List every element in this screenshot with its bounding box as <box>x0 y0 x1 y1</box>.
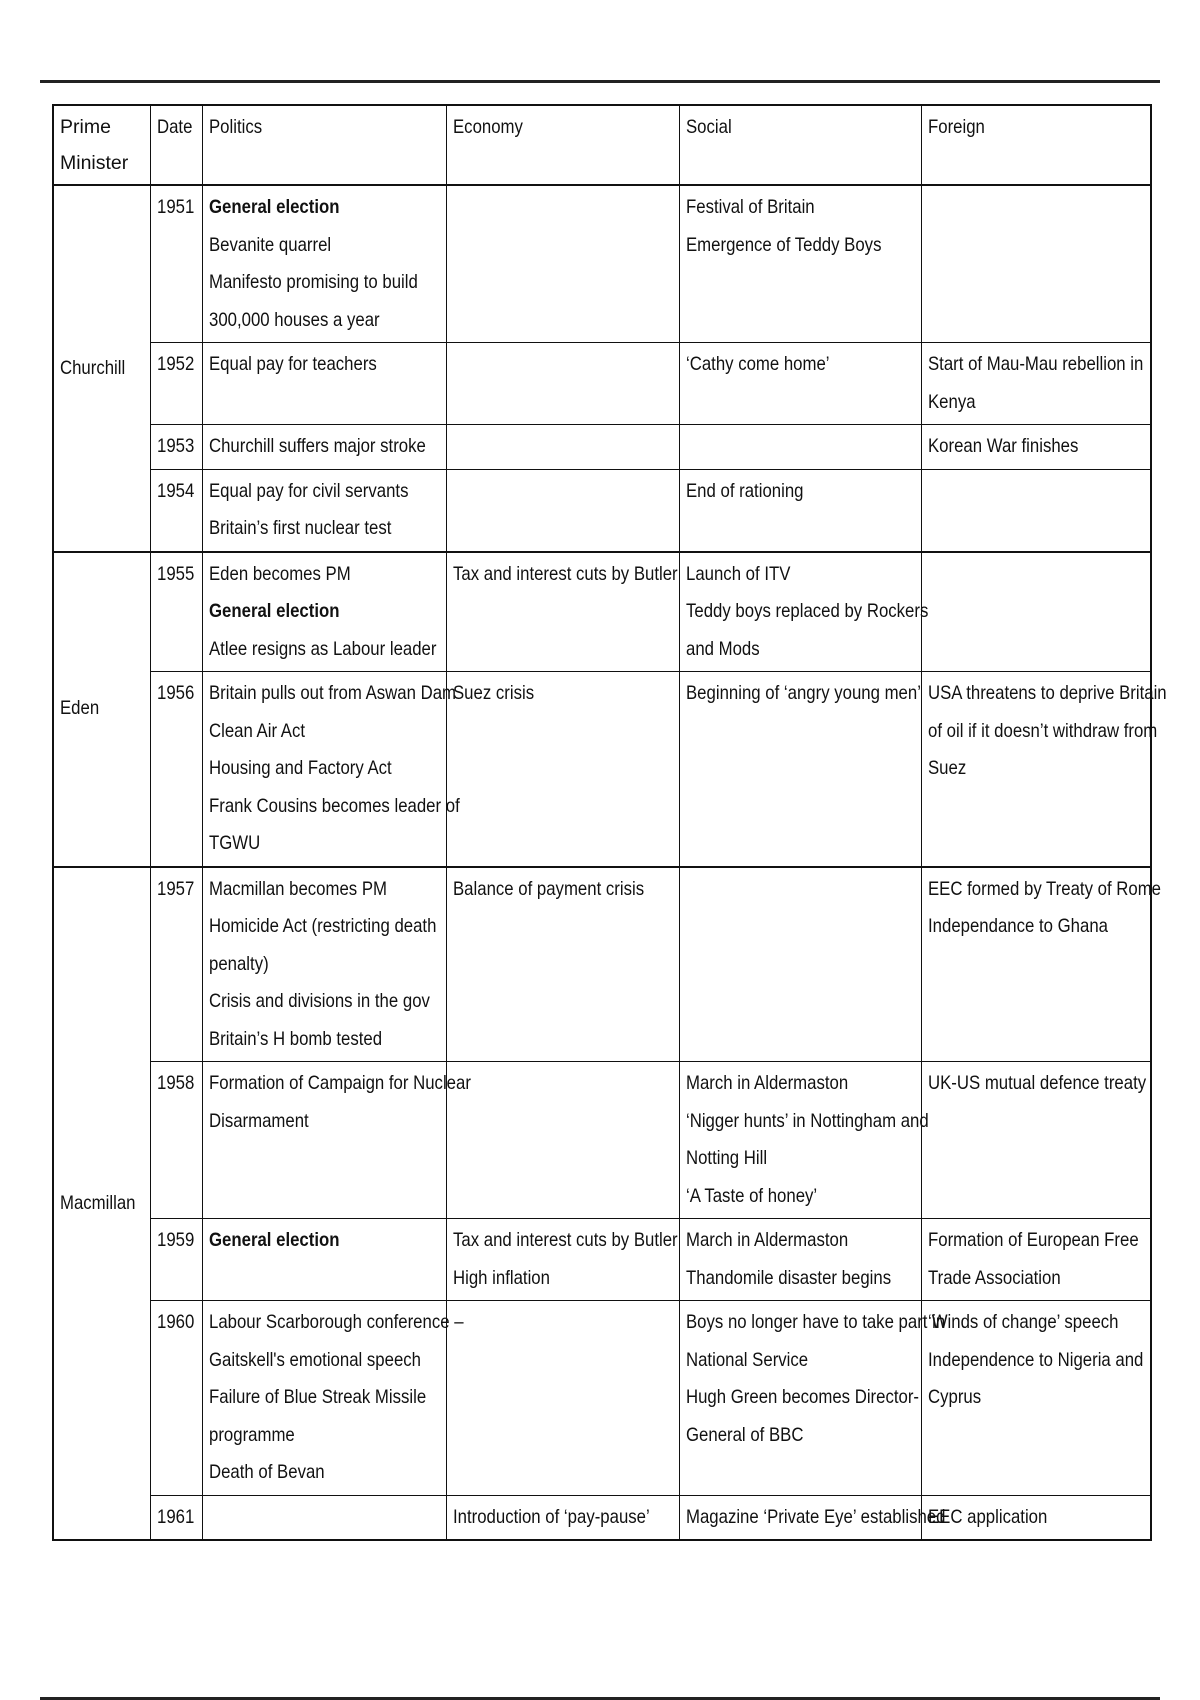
social-entry: Emergence of Teddy Boys <box>685 233 881 256</box>
economy-cell <box>446 185 679 343</box>
header-foreign: Foreign <box>921 105 1151 185</box>
date-cell <box>150 867 202 1062</box>
prime-minister-cell <box>53 185 150 552</box>
foreign-entry: Cyprus <box>927 1386 981 1408</box>
year-label: 1951 <box>156 196 194 218</box>
politics-cell <box>202 185 446 343</box>
table-row <box>53 343 1151 425</box>
foreign-entry: EEC application <box>927 1505 1047 1528</box>
date-cell <box>150 672 202 867</box>
table-row <box>53 425 1151 470</box>
politics-cell <box>202 425 446 470</box>
politics-entry: TGWU <box>208 832 260 854</box>
date-cell <box>150 1495 202 1540</box>
social-entry: Beginning of ‘angry young men’ <box>685 682 921 704</box>
politics-entry: Manifesto promising to build <box>208 271 418 293</box>
foreign-entry: Trade Association <box>927 1266 1061 1289</box>
foreign-entry: Formation of European Free <box>927 1229 1139 1251</box>
economy-cell <box>446 1062 679 1219</box>
social-entry: Launch of ITV <box>685 562 790 585</box>
politics-entry: Macmillan becomes PM <box>208 877 387 900</box>
social-cell <box>679 425 921 470</box>
economy-entry: Balance of payment crisis <box>452 877 644 900</box>
prime-minister-name: Churchill <box>60 356 126 379</box>
politics-entry: Gaitskell's emotional speech <box>208 1348 421 1371</box>
politics-cell <box>202 552 446 672</box>
foreign-cell <box>921 185 1151 343</box>
economy-cell <box>446 867 679 1062</box>
table-row <box>53 1495 1151 1540</box>
social-cell <box>679 469 921 552</box>
date-cell <box>150 552 202 672</box>
social-entry: ‘Nigger hunts’ in Nottingham and <box>685 1109 929 1132</box>
pm-group-eden <box>53 552 1167 867</box>
header-social: Social <box>679 105 921 185</box>
economy-entry: Tax and interest cuts by Butler <box>452 562 678 585</box>
social-cell <box>679 185 921 343</box>
politics-entry: General election <box>208 196 339 218</box>
politics-entry: Equal pay for teachers <box>208 353 377 375</box>
social-entry: Magazine ‘Private Eye’ established <box>685 1505 945 1528</box>
year-label: 1953 <box>156 435 194 457</box>
header-date: Date <box>150 105 202 185</box>
header-politics: Politics <box>202 105 446 185</box>
year-label: 1957 <box>156 877 194 900</box>
year-label: 1958 <box>156 1072 194 1094</box>
politics-entry: 300,000 houses a year <box>208 308 380 331</box>
economy-cell <box>446 672 679 867</box>
economy-entry: Tax and interest cuts by Butler <box>452 1229 678 1251</box>
foreign-cell <box>921 552 1151 672</box>
prime-minister-name: Macmillan <box>60 1191 136 1214</box>
date-cell <box>150 1062 202 1219</box>
foreign-entry: Start of Mau-Mau rebellion in <box>927 353 1143 375</box>
politics-cell <box>202 1219 446 1301</box>
politics-cell <box>202 867 446 1062</box>
year-label: 1959 <box>156 1229 194 1251</box>
economy-entry: Suez crisis <box>452 682 534 704</box>
social-cell <box>679 672 921 867</box>
social-cell <box>679 552 928 672</box>
economy-cell <box>446 552 679 672</box>
table-row <box>53 1219 1151 1301</box>
politics-entry: Disarmament <box>208 1109 309 1132</box>
politics-entry: Eden becomes PM <box>208 562 351 585</box>
table-row <box>53 552 1151 672</box>
table-row <box>53 867 1151 1062</box>
foreign-entry: ‘Winds of change’ speech <box>927 1311 1118 1333</box>
table-row <box>53 1062 1151 1219</box>
foreign-cell <box>921 1301 1151 1496</box>
foreign-cell <box>921 867 1161 1062</box>
politics-entry: Homicide Act (restricting death <box>208 915 436 937</box>
pm-group-macmillan <box>53 867 1161 1541</box>
social-entry: Hugh Green becomes Director- <box>685 1386 919 1408</box>
politics-entry: Equal pay for civil servants <box>208 479 408 502</box>
politics-entry: Britain’s H bomb tested <box>208 1027 382 1050</box>
economy-cell <box>446 469 679 552</box>
social-entry: Festival of Britain <box>685 196 815 218</box>
economy-entry: High inflation <box>452 1266 550 1289</box>
date-cell <box>150 1301 202 1496</box>
header-prime-minister: Prime Minister <box>53 105 150 185</box>
social-entry: March in Aldermaston <box>685 1072 848 1094</box>
year-label: 1952 <box>156 353 194 375</box>
economy-entry: Introduction of ‘pay-pause’ <box>452 1505 650 1528</box>
politics-cell <box>202 1495 446 1540</box>
economy-cell <box>446 343 679 425</box>
foreign-cell <box>921 469 1151 552</box>
foreign-entry: EEC formed by Treaty of Rome <box>927 877 1161 900</box>
social-entry: General of BBC <box>685 1423 803 1446</box>
foreign-entry: Korean War finishes <box>927 435 1078 457</box>
year-label: 1956 <box>156 682 194 704</box>
politics-entry: Death of Bevan <box>208 1461 325 1483</box>
year-label: 1954 <box>156 479 194 502</box>
politics-entry: Housing and Factory Act <box>208 757 392 779</box>
politics-entry: Labour Scarborough conference – <box>208 1311 464 1333</box>
social-entry: ‘A Taste of honey’ <box>685 1184 817 1207</box>
date-cell <box>150 185 202 343</box>
politics-entry: Britain pulls out from Aswan Dam <box>208 682 456 704</box>
politics-cell <box>202 1301 464 1496</box>
foreign-entry: USA threatens to deprive Britain <box>927 682 1167 704</box>
social-cell <box>679 1062 929 1219</box>
foreign-entry: Independence to Nigeria and <box>927 1348 1143 1371</box>
foreign-cell <box>921 425 1151 470</box>
top-rule <box>40 80 1160 83</box>
timeline-table <box>52 104 1167 1541</box>
social-entry: End of rationing <box>685 479 803 502</box>
header-row <box>53 105 1151 185</box>
social-cell <box>679 1301 945 1496</box>
year-label: 1960 <box>156 1311 194 1333</box>
prime-minister-cell <box>53 552 150 867</box>
year-label: 1955 <box>156 562 194 585</box>
social-cell <box>679 1219 921 1301</box>
foreign-cell <box>921 672 1167 867</box>
social-cell <box>679 867 921 1062</box>
date-cell <box>150 425 202 470</box>
prime-minister-cell <box>53 867 150 1541</box>
politics-entry: General election <box>208 1229 339 1251</box>
politics-entry: Britain’s first nuclear test <box>208 517 391 539</box>
politics-entry: Formation of Campaign for Nuclear <box>208 1072 471 1094</box>
social-entry: Notting Hill <box>685 1147 767 1169</box>
table-row <box>53 185 1151 343</box>
header-economy: Economy <box>446 105 679 185</box>
foreign-entry: Independance to Ghana <box>927 915 1108 937</box>
politics-entry: Crisis and divisions in the gov <box>208 990 430 1012</box>
prime-minister-name: Eden <box>60 697 100 720</box>
politics-entry: programme <box>208 1423 295 1446</box>
politics-entry: Churchill suffers major stroke <box>208 435 426 457</box>
social-entry: Boys no longer have to take part in <box>685 1311 945 1333</box>
politics-entry: Atlee resigns as Labour leader <box>208 637 436 660</box>
economy-cell <box>446 425 679 470</box>
date-cell <box>150 469 202 552</box>
social-cell <box>679 1495 945 1540</box>
foreign-entry: Kenya <box>927 390 976 413</box>
table-row <box>53 469 1151 552</box>
foreign-cell <box>921 1062 1151 1219</box>
foreign-cell <box>921 1495 1151 1540</box>
foreign-entry: UK-US mutual defence treaty <box>927 1072 1146 1094</box>
social-entry: ‘Cathy come home’ <box>685 353 830 375</box>
table-row <box>53 672 1151 867</box>
social-entry: and Mods <box>685 637 760 660</box>
foreign-entry: of oil if it doesn’t withdraw from <box>927 719 1157 742</box>
date-cell <box>150 343 202 425</box>
social-entry: National Service <box>685 1348 808 1371</box>
economy-cell <box>446 1219 679 1301</box>
social-entry: March in Aldermaston <box>685 1229 848 1251</box>
politics-cell <box>202 672 460 867</box>
politics-cell <box>202 1062 471 1219</box>
social-entry: Thandomile disaster begins <box>685 1266 891 1289</box>
politics-cell <box>202 343 446 425</box>
table-row <box>53 1301 1151 1496</box>
politics-entry: Frank Cousins becomes leader of <box>208 794 460 817</box>
economy-cell <box>446 1301 679 1496</box>
politics-entry: Bevanite quarrel <box>208 233 331 256</box>
politics-cell <box>202 469 446 552</box>
politics-entry: Failure of Blue Streak Missile <box>208 1386 426 1408</box>
politics-entry: Clean Air Act <box>208 719 305 742</box>
social-entry: Teddy boys replaced by Rockers <box>685 600 928 622</box>
politics-entry: General election <box>208 600 339 622</box>
foreign-cell <box>921 1219 1151 1301</box>
year-label: 1961 <box>156 1505 194 1528</box>
pm-group-churchill <box>53 185 1151 552</box>
economy-cell <box>446 1495 679 1540</box>
social-cell <box>679 343 921 425</box>
foreign-cell <box>921 343 1151 425</box>
date-cell <box>150 1219 202 1301</box>
politics-entry: penalty) <box>208 952 269 975</box>
foreign-entry: Suez <box>927 757 966 779</box>
